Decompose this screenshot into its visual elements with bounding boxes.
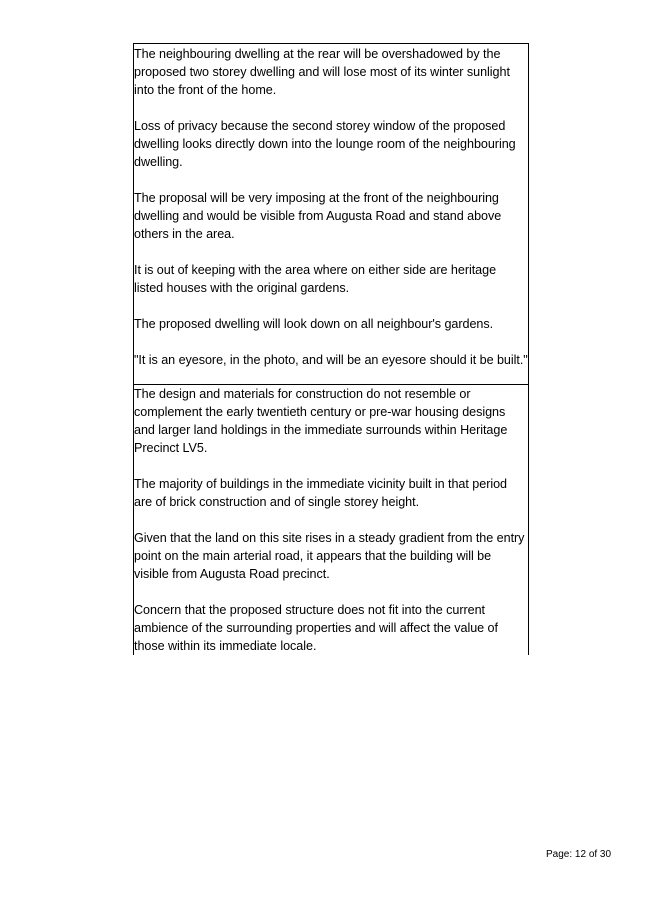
submission-table xyxy=(133,43,529,655)
paragraph-privacy: Loss of privacy because the second storey window of the proposed dwelling looks directly down into the lounge room of the neighbouring dwelling. xyxy=(134,119,516,169)
paragraph-gardens: The proposed dwelling will look down on all neighbour's gardens. xyxy=(134,317,494,331)
paragraph-gradient-visibility: Given that the land on this site rises in a steady gradient from the entry point on the main arterial road, it appears that the building will be visible from Augusta Road precinct. xyxy=(134,531,525,581)
table-row-objections xyxy=(134,44,528,385)
paragraph-eyesore: "It is an eyesore, in the photo, and will be an eyesore should it be built." xyxy=(134,353,528,367)
paragraph-ambience-value: Concern that the proposed structure does not fit into the current ambience of the surrounding properties and will affect the value of those within its immediate locale. xyxy=(134,603,498,653)
paragraph-brick-construction: The majority of buildings in the immediate vicinity built in that period are of brick construction and of single storey height. xyxy=(134,477,507,509)
table-row-design xyxy=(134,385,528,655)
paragraph-imposing: The proposal will be very imposing at the front of the neighbouring dwelling and would be visible from Augusta Road and stand above others in the area. xyxy=(134,191,502,241)
page-number: Page: 12 of 30 xyxy=(546,849,612,860)
paragraph-design-materials: The design and materials for construction do not resemble or complement the early twentieth century or pre-war housing designs and larger land holdings in the immediate surrounds within Heritage Precinct LV5. xyxy=(134,387,508,455)
paragraph-heritage-keeping: It is out of keeping with the area where on either side are heritage listed houses with the original gardens. xyxy=(134,263,497,295)
paragraph-overshadowing: The neighbouring dwelling at the rear will be overshadowed by the proposed two storey dwelling and will lose most of its winter sunlight into the front of the home. xyxy=(134,47,510,97)
